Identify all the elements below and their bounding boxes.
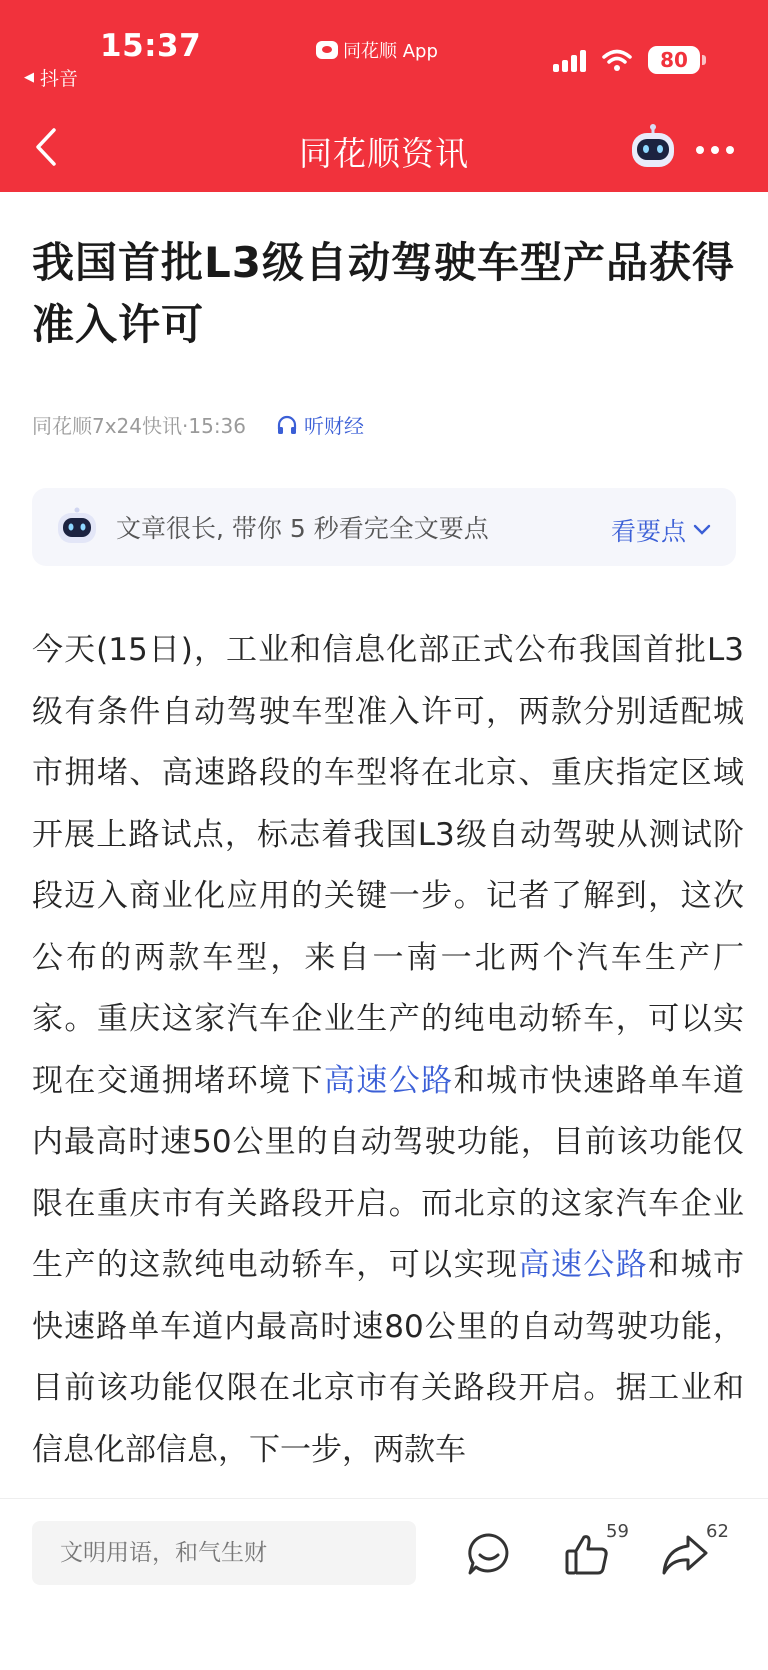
headphones-icon: [276, 414, 298, 436]
view-key-points-button[interactable]: [611, 512, 712, 548]
status-time: 15:37: [100, 28, 202, 64]
comment-icon[interactable]: [464, 1529, 514, 1579]
listen-button[interactable]: [276, 410, 364, 439]
article-source: 同花顺7x24快讯·15:36: [32, 414, 247, 438]
summary-banner[interactable]: [32, 488, 736, 566]
article-title: 我国首批L3级自动驾驶车型产品获得准入许可: [32, 238, 735, 349]
listen-label: 听财经: [304, 414, 365, 438]
status-app-indicator: [316, 37, 438, 63]
bottom-action-bar: [0, 1498, 768, 1670]
app-logo-icon: [316, 41, 338, 59]
back-triangle-icon: ◀: [24, 70, 34, 85]
cellular-signal-icon: [553, 48, 586, 72]
robot-assistant-icon: [56, 507, 98, 547]
status-indicators: [553, 46, 700, 74]
article-paragraph: [32, 620, 744, 1481]
article-text: 今天(15日)，工业和信息化部正式公布我国首批L3级有条件自动驾驶车型准入许可，两款分别适配城市拥堵、高速路段的车型将在北京、重庆指定区域开展上路试点，标志着我国L3级自动驾驶从测试阶段迈入商业化应用的关键一步。记者了解到，这次公布的两款车型，来自一南一北两个汽车生产厂家。重庆这家汽车企业生产的纯电动轿车，可以实现在交通拥堵环境下: [32, 632, 744, 1099]
view-key-points-label: 看要点: [610, 517, 686, 546]
back-app-label: 抖音: [40, 68, 79, 90]
summary-text: 文章很长, 带你 5 秒看完全文要点: [116, 514, 489, 543]
like-icon[interactable]: [562, 1529, 612, 1579]
more-icon[interactable]: [696, 146, 734, 154]
article-meta: [32, 410, 364, 439]
status-app-name: 同花顺 App: [343, 41, 438, 62]
article-text: 和城市快速路单车道内最高时速50公里的自动驾驶功能，目前该功能仅限在重庆市有关路段开启。而北京的这家汽车企业生产的这款纯电动轿车，可以实现: [32, 1062, 744, 1283]
share-count: 62: [706, 1521, 729, 1542]
keyword-link-highway[interactable]: 高速公路: [323, 1062, 454, 1099]
like-count: 59: [606, 1521, 629, 1542]
wifi-icon: [602, 48, 632, 72]
battery-indicator: 80: [648, 46, 700, 74]
article-text: 和城市快速路单车道内最高时速80公里的自动驾驶功能，目前该功能仅限在北京市有关路段开启。据工业和信息化部信息，下一步，两款车: [32, 1247, 744, 1468]
article-body: [32, 620, 744, 1498]
chevron-down-icon: [692, 523, 712, 537]
share-icon[interactable]: [660, 1529, 710, 1579]
robot-assistant-icon[interactable]: [628, 124, 678, 170]
comment-input[interactable]: [32, 1521, 416, 1585]
back-to-app-link[interactable]: [24, 64, 78, 91]
app-header: [0, 0, 768, 192]
keyword-link-highway[interactable]: 高速公路: [518, 1247, 649, 1283]
page-title: 同花顺资讯: [299, 134, 469, 173]
